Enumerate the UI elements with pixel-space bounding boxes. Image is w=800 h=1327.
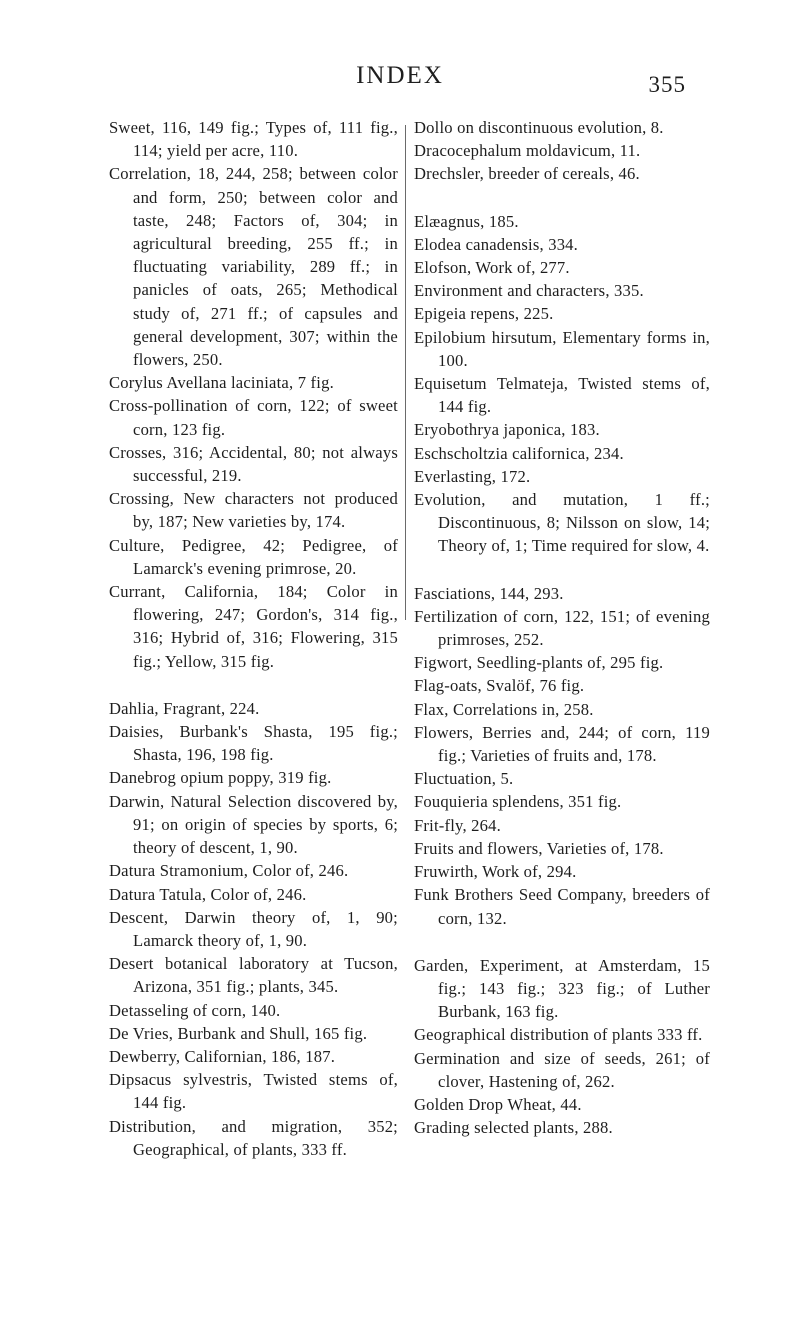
index-entry: Golden Drop Wheat, 44. <box>414 1094 582 1114</box>
index-entry: Dracocephalum moldavicum, 11. <box>414 141 641 161</box>
index-entry: Descent, Darwin theory of, 1, 90; Lamarck theory of, 1, 90. <box>109 907 398 950</box>
index-entry: Detasseling of corn, 140. <box>109 1000 281 1020</box>
index-entry: Distribution, and migration, 352; Geographical, of plants, 333 ff. <box>109 1116 398 1159</box>
index-entry: Fasciations, 144, 293. <box>414 583 564 603</box>
index-column-left <box>109 116 398 1161</box>
index-entry: Crossing, New characters not produced by, 187; New varieties by, 174. <box>109 489 398 532</box>
index-entry: Fertilization of corn, 122, 151; of evening primroses, 252. <box>414 606 710 650</box>
index-entry: Dahlia, Fragrant, 224. <box>109 698 260 718</box>
index-entry: Datura Tatula, Color of, 246. <box>109 884 307 904</box>
index-entry: Drechsler, breeder of cereals, 46. <box>414 164 640 184</box>
index-entry: Dipsacus sylvestris, Twisted stems of, 144 fig. <box>109 1070 398 1113</box>
index-entry: Flax, Correlations in, 258. <box>414 699 594 719</box>
index-entry: Dollo on discontinuous evolution, 8. <box>414 118 664 137</box>
column-divider <box>405 125 406 620</box>
page-title: INDEX <box>356 62 444 89</box>
index-entry: Fouquieria splendens, 351 fig. <box>414 792 622 812</box>
index-entry: Everlasting, 172. <box>414 466 531 486</box>
index-entry: Corylus Avellana laciniata, 7 fig. <box>109 373 334 393</box>
index-entry: Correlation, 18, 244, 258; between color and form, 250; between color and taste, 248; Factors of, 304; in agricultural breeding, 255 ff.; in fluctuating variability, 289 ff.; in panicles of oats, 265; Methodical study of, 271 ff.; of capsules and general development, 307; within the flowers, 250. <box>109 164 398 370</box>
index-entry: Datura Stramonium, Color of, 246. <box>109 861 349 881</box>
index-entry: Eschscholtzia californica, 234. <box>414 443 624 463</box>
index-entry: Grading selected plants, 288. <box>414 1118 613 1138</box>
index-entry: Garden, Experiment, at Amsterdam, 15 fig.; 143 fig.; 323 fig.; of Luther Burbank, 163 fig. <box>414 955 710 1022</box>
index-entry: Currant, California, 184; Color in flowering, 247; Gordon's, 314 fig., 316; Hybrid of, 316; Flowering, 315 fig.; Yellow, 315 fig. <box>109 582 398 671</box>
index-entry: Equisetum Telmateja, Twisted stems of, 144 fig. <box>414 374 710 417</box>
index-entry: Flag-oats, Svalöf, 76 fig. <box>414 676 585 696</box>
index-entry: Elodea canadensis, 334. <box>414 234 579 254</box>
index-entry: Flowers, Berries and, 244; of corn, 119 fig.; Varieties of fruits and, 178. <box>414 722 710 766</box>
index-entry: Fruwirth, Work of, 294. <box>414 862 577 882</box>
index-entry: De Vries, Burbank and Shull, 165 fig. <box>109 1023 368 1043</box>
index-entry: Fruits and flowers, Varieties of, 178. <box>414 838 664 858</box>
index-entry: Fluctuation, 5. <box>414 769 514 789</box>
page-number: 355 <box>648 72 686 97</box>
index-entry: Epilobium hirsutum, Elementary forms in, 100. <box>414 327 710 370</box>
page-header <box>0 62 800 102</box>
index-entry: Elofson, Work of, 277. <box>414 258 570 278</box>
index-entry: Eryobothrya japonica, 183. <box>414 420 600 440</box>
index-entry: Darwin, Natural Selection discovered by, 91; on origin of species by sports, 6; theory of descent, 1, 90. <box>109 791 398 858</box>
index-column-right <box>414 116 710 1139</box>
index-entry: Elæagnus, 185. <box>414 211 519 231</box>
index-entry: Epigeia repens, 225. <box>414 304 554 324</box>
index-entry: Environment and characters, 335. <box>414 281 644 301</box>
index-entry: Germination and size of seeds, 261; of clover, Hastening of, 262. <box>414 1048 710 1091</box>
index-entry: Geographical distribution of plants 333 ff. <box>414 1025 703 1045</box>
index-entry: Cross-pollination of corn, 122; of sweet corn, 123 fig. <box>109 396 398 439</box>
index-entry: Figwort, Seedling-plants of, 295 fig. <box>414 653 664 673</box>
index-entry: Danebrog opium poppy, 319 fig. <box>109 768 332 788</box>
index-entry: Crosses, 316; Accidental, 80; not always successful, 219. <box>109 442 398 486</box>
index-entry: Dewberry, Californian, 186, 187. <box>109 1046 336 1066</box>
index-entry: Funk Brothers Seed Company, breeders of corn, 132. <box>414 885 710 928</box>
index-entry: Desert botanical laboratory at Tucson, Arizona, 351 fig.; plants, 345. <box>109 954 398 997</box>
index-entry: Frit-fly, 264. <box>414 815 501 835</box>
index-entry: Evolution, and mutation, 1 ff.; Discontinuous, 8; Nilsson on slow, 14; Theory of, 1; Time required for slow, 4. <box>414 490 710 556</box>
index-entry: Culture, Pedigree, 42; Pedigree, of Lamarck's evening primrose, 20. <box>109 535 398 578</box>
index-entry: Sweet, 116, 149 fig.; Types of, 111 fig., 114; yield per acre, 110. <box>109 118 398 161</box>
index-entry: Daisies, Burbank's Shasta, 195 fig.; Shasta, 196, 198 fig. <box>109 722 398 765</box>
